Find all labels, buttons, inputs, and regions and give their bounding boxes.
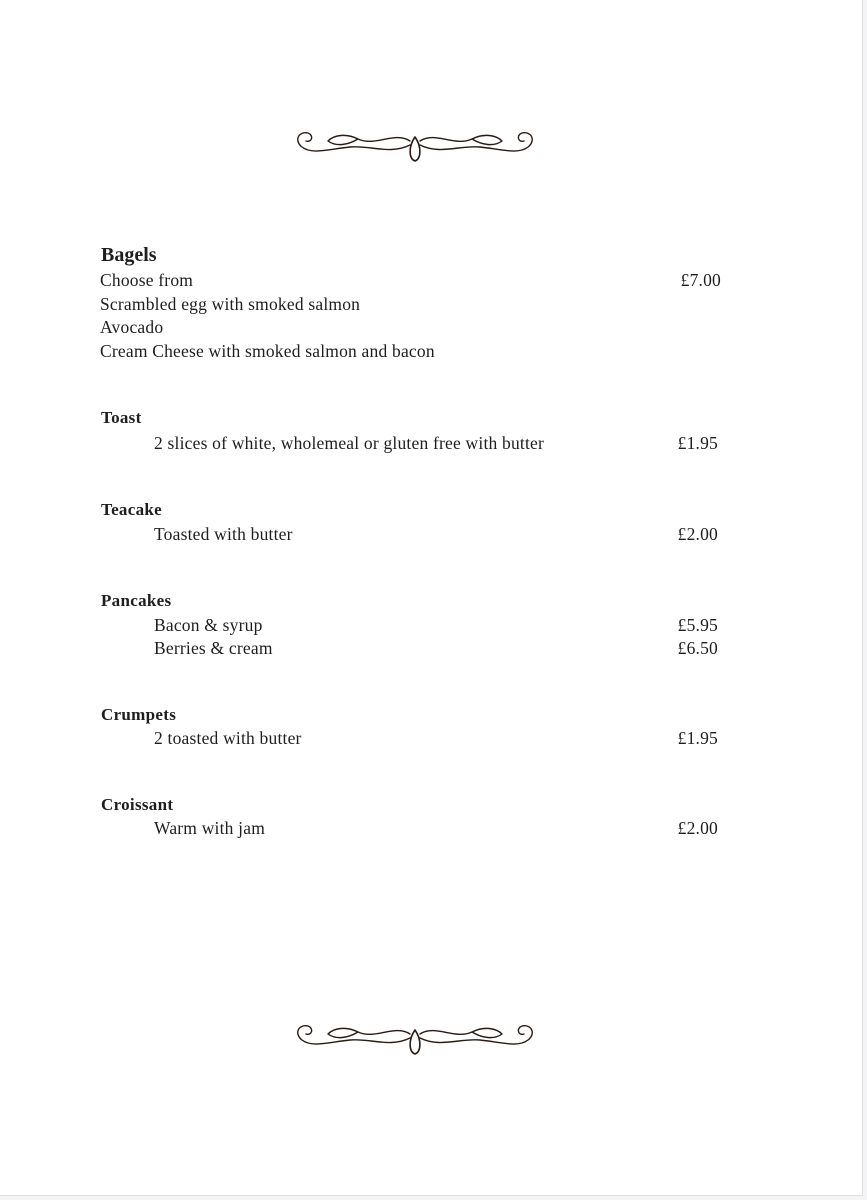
section-heading: Bagels: [101, 244, 157, 266]
item-line: Bacon & syrup: [154, 615, 263, 635]
item-line: Cream Cheese with smoked salmon and bacon: [100, 341, 435, 361]
item-line: Choose from: [100, 270, 194, 290]
section-heading: Pancakes: [101, 591, 172, 610]
section-heading: Croissant: [101, 795, 174, 814]
item-price: £1.95: [677, 728, 718, 748]
item-line: Berries & cream: [154, 638, 273, 658]
item-price: £2.00: [677, 818, 718, 838]
item-line: Scrambled egg with smoked salmon: [100, 294, 361, 314]
section-heading: Toast: [101, 408, 142, 427]
section-heading: Teacake: [101, 500, 162, 519]
scroll-flourish-icon: [290, 1018, 540, 1058]
section-heading: Crumpets: [101, 705, 177, 724]
item-line: Warm with jam: [154, 818, 266, 838]
item-price: £6.50: [677, 638, 718, 658]
item-line: 2 slices of white, wholemeal or gluten free with butter: [154, 433, 545, 453]
item-price: £7.00: [680, 270, 721, 290]
item-line: 2 toasted with butter: [154, 728, 302, 748]
item-line: Avocado: [100, 317, 164, 337]
item-price: £5.95: [677, 615, 718, 635]
item-price: £1.95: [677, 433, 718, 453]
item-price: £2.00: [677, 524, 718, 544]
item-line: Toasted with butter: [154, 524, 293, 544]
scroll-flourish-icon: [290, 125, 540, 165]
